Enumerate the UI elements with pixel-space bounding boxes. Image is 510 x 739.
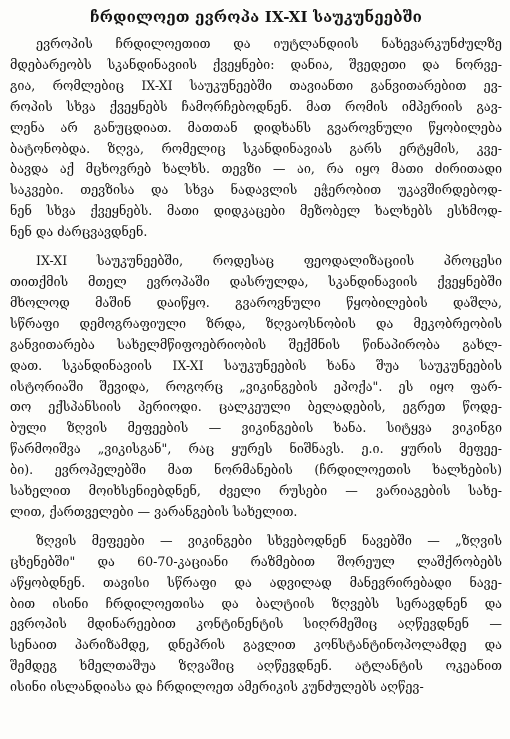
text-line: შემდეგ ხმელთაშუა ზღვაშიც აღწევდნენ. ატლანტის ოკეანით (10, 658, 502, 674)
text-line: მხოლოდ მაშინ დაიწყო. გვაროვნული წყობილების დაშლა, (10, 294, 502, 310)
text-line: ნენ სხვა ქვეყნებს. მათი დიდკაცები მეზობელ ხალხებს ესხმოდ- (10, 203, 502, 219)
text-line: ცხენებში" და 60-70-კაციანი რაზმებით შორეულ ლაშქრობებს (10, 553, 502, 569)
text-line: გია, რომლებიც IX-XI საუკუნეებში თავიანთი განვითარებით ევ- (10, 77, 502, 93)
text-line: ბატონობდა. ზღვა, რომელიც სკანდინავიას გარს ერტყმის, კვე- (10, 140, 502, 156)
text-line: ისინი ისლანდიასა და ჩრდილოეთ ამერიკის კუნძულებს აღწევ- (10, 679, 424, 695)
text-line: დათ. სკანდინავიის IX-XI საუკუნეების ხანა შუა საუკუნეების (10, 357, 502, 373)
text-line: აწყობდნენ. თავისი სწრაფი და ადვილად მანევრირებადი ნავე- (10, 574, 502, 590)
text-line: ისტორიაში შევიდა, როგორც „ვიკინგების ეპოქა". ეს იყო ფარ- (10, 378, 502, 394)
text-line: ბით ისინი ჩრდილოეთისა და ბალტიის ზღვებს სერავდნენ და (10, 595, 502, 611)
text-line: საკვები. თევზისა და სხვა ნადავლის ეჭერობით უკავშირდებოდ- (10, 182, 502, 198)
text-line: IX-XI საუკუნეებში, როდესაც ფეოდალიზაციის პროცესი (36, 253, 502, 269)
body-text (10, 34, 502, 698)
text-line: განვითარება სახელმწიფოებრიობის შექმნის წინაპირობა გახლ- (10, 336, 502, 352)
text-line: სენაით პარიზამდე, დნეპრის გავლით კონსტანტინოპოლამდე და (10, 637, 502, 653)
paragraph (10, 531, 502, 698)
text-line: ნენ და ძარცვავდნენ. (10, 224, 148, 240)
page-title: ჩრდილოეთ ევროპა IX-XI საუკუნეებში (89, 8, 423, 26)
text-line: ბავდა აქ მცხოვრებ ხალხს. თევზი — აი, რა იყო მათი ძირითადი (10, 161, 502, 177)
text-line: ლენა არ განუცდიათ. მათთან დიდხანს გვაროვნული წყობილება (10, 119, 502, 135)
paragraph (10, 251, 502, 523)
text-line: ზღვის მეფეები — ვიკინგები სხვებოდნენ ნავებში — „ზღვის (36, 532, 502, 548)
text-line: სახელით მოიხსენიებდნენ, ძველი რუსები — ვარიაგების სახე- (10, 483, 502, 499)
paragraph (10, 34, 502, 243)
text-line: ბული ზღვის მეფეების — ვიკინგების ხანა. სიტყვა ვიკინგი (10, 420, 502, 436)
text-line: თითქმის მთელ ევროპაში დასრულდა, სკანდინავიის ქვეყნებში (10, 273, 502, 289)
text-line: თო ექსპანსიის პერიოდი. ცალკეული ბელადების, ეგრეთ წოდე- (10, 399, 502, 415)
text-line: მდებარეობს სკანდინავიის ქვეყნები: დანია, შვედეთი და ნორვე- (10, 56, 502, 72)
text-line: ევროპის ჩრდილოეთით და იუტლანდიის ნახევარკუნძულზე (36, 36, 502, 51)
text-line: ევროპის მდინარეებით კონტინენტის სიღრმეშიც აღწევდნენ — (10, 616, 502, 632)
text-line: ბი). ევროპელებში მათ ნორმანების (ჩრდილოეთის ხალხების) (10, 462, 502, 478)
text-line: როპის სხვა ქვეყნებს ჩამორჩებოდნენ. მათ რომის იმპერიის გავ- (10, 98, 502, 114)
text-line: სწრაფი დემოგრაფიული ზრდა, ზღვაოსნობის და მეკობრეობის (10, 315, 502, 331)
text-line: წარმოიშვა „ვიკისგან", რაც ყურეს ნიშნავს. ე.ი. ყურის მეფეე- (10, 441, 502, 457)
text-line: ლით, ქართველები — ვარანგების სახელით. (10, 503, 298, 519)
